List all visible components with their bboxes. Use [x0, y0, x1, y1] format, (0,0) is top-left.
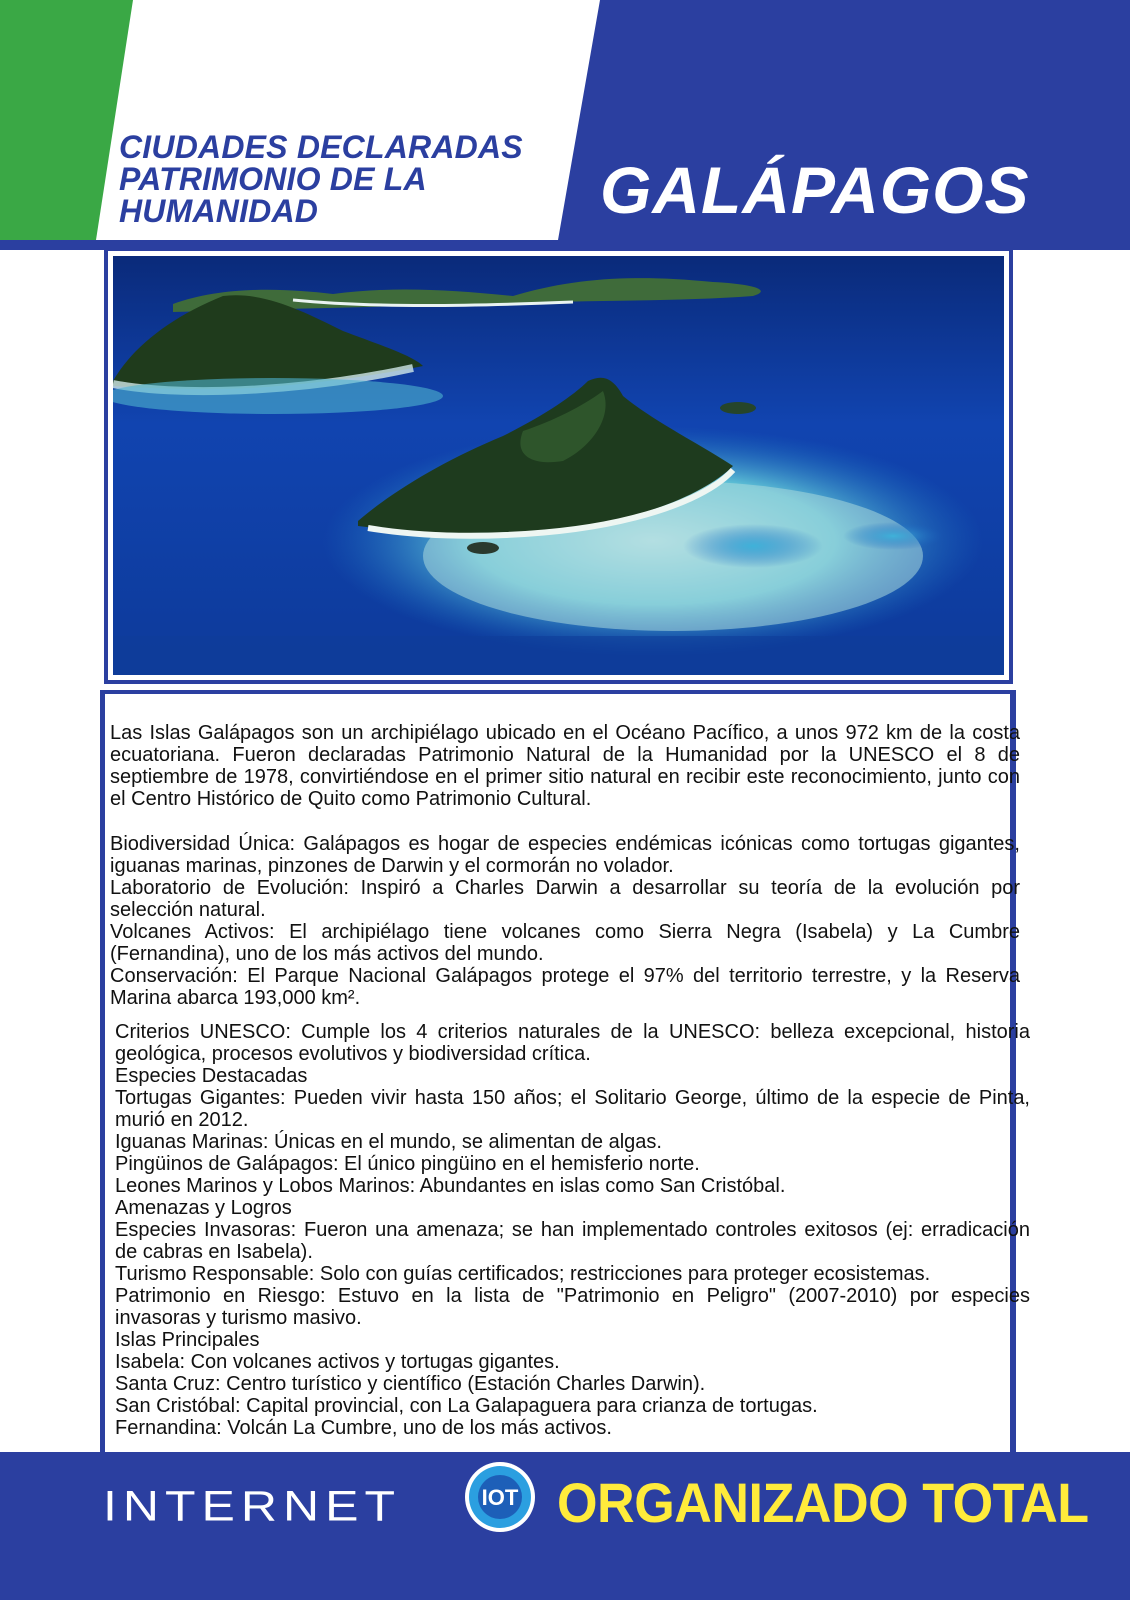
highlight-item: Volcanes Activos: El archipiélago tiene volcanes como Sierra Negra (Isabela) y La Cumbre (Fernandina), uno de los más activos del mundo. — [110, 921, 1020, 965]
hero-photo — [104, 247, 1013, 684]
detail-item: Tortugas Gigantes: Pueden vivir hasta 150 años; el Solitario George, último de la especie de Pinta, murió en 2012. — [115, 1087, 1030, 1131]
detail-item: Santa Cruz: Centro turístico y científico (Estación Charles Darwin). — [115, 1373, 706, 1395]
detail-item: Especies Invasoras: Fueron una amenaza; se han implementado controles exitosos (ej: erradicación de cabras en Isabela). — [115, 1219, 1030, 1263]
detail-item: Criterios UNESCO: Cumple los 4 criterios naturales de la UNESCO: belleza excepcional, historia geológica, procesos evolutivos y biodiversidad crítica. — [115, 1021, 1030, 1065]
highlight-item: Conservación: El Parque Nacional Galápagos protege el 97% del territorio terrestre, y la Reserva Marina abarca 193,000 km². — [110, 965, 1020, 1009]
detail-item: Patrimonio en Riesgo: Estuvo en la lista de "Patrimonio en Peligro" (2007-2010) por especies invasoras y turismo masivo. — [115, 1285, 1030, 1329]
header-subtitle — [119, 131, 579, 227]
iot-logo-icon — [463, 1460, 537, 1534]
section-heading: Amenazas y Logros — [115, 1197, 292, 1219]
section-heading: Especies Destacadas — [115, 1065, 308, 1087]
section-heading: Islas Principales — [115, 1329, 260, 1351]
detail-item: Turismo Responsable: Solo con guías certificados; restricciones para proteger ecosistemas. — [115, 1263, 931, 1285]
header — [0, 0, 1130, 250]
details-section — [115, 1021, 1030, 1439]
subtitle-line: HUMANIDAD — [119, 193, 319, 229]
page-title: GALÁPAGOS — [600, 153, 1030, 227]
footer — [0, 1452, 1130, 1600]
detail-item: Fernandina: Volcán La Cumbre, uno de los más activos. — [115, 1417, 612, 1439]
footer-slogan: ORGANIZADO TOTAL — [557, 1471, 1089, 1534]
highlight-item: Laboratorio de Evolución: Inspiró a Charles Darwin a desarrollar su teoría de la evolución por selección natural. — [110, 877, 1020, 921]
detail-item: Leones Marinos y Lobos Marinos: Abundantes en islas como San Cristóbal. — [115, 1175, 786, 1197]
intro-paragraph: Las Islas Galápagos son un archipiélago ubicado en el Océano Pacífico, a unos 972 km de la costa ecuatoriana. Fueron declaradas Patrimonio Natural de la Humanidad por la UNESCO el 8 de septiembre de 1978, convirtiéndose en el primer sitio natural en recibir este reconocimiento, junto con el Centro Histórico de Quito como Patrimonio Cultural. — [110, 722, 1020, 810]
logo-text: IOT — [481, 1485, 519, 1510]
subtitle-line: CIUDADES DECLARADAS — [119, 129, 523, 165]
intro-section — [110, 722, 1020, 810]
detail-item: Pingüinos de Galápagos: El único pingüino en el hemisferio norte. — [115, 1153, 700, 1175]
detail-item: San Cristóbal: Capital provincial, con La Galapaguera para crianza de tortugas. — [115, 1395, 818, 1417]
footer-internet-label: INTERNET — [103, 1482, 401, 1530]
highlights-section — [110, 833, 1020, 1009]
green-stripe — [0, 0, 133, 240]
island-aerial-image — [113, 256, 1004, 675]
highlight-item: Biodiversidad Única: Galápagos es hogar de especies endémicas icónicas como tortugas gigantes, iguanas marinas, pinzones de Darwin y el cormorán no volador. — [110, 833, 1020, 877]
detail-item: Isabela: Con volcanes activos y tortugas gigantes. — [115, 1351, 560, 1373]
subtitle-line: PATRIMONIO DE LA — [119, 161, 427, 197]
detail-item: Iguanas Marinas: Únicas en el mundo, se alimentan de algas. — [115, 1131, 662, 1153]
